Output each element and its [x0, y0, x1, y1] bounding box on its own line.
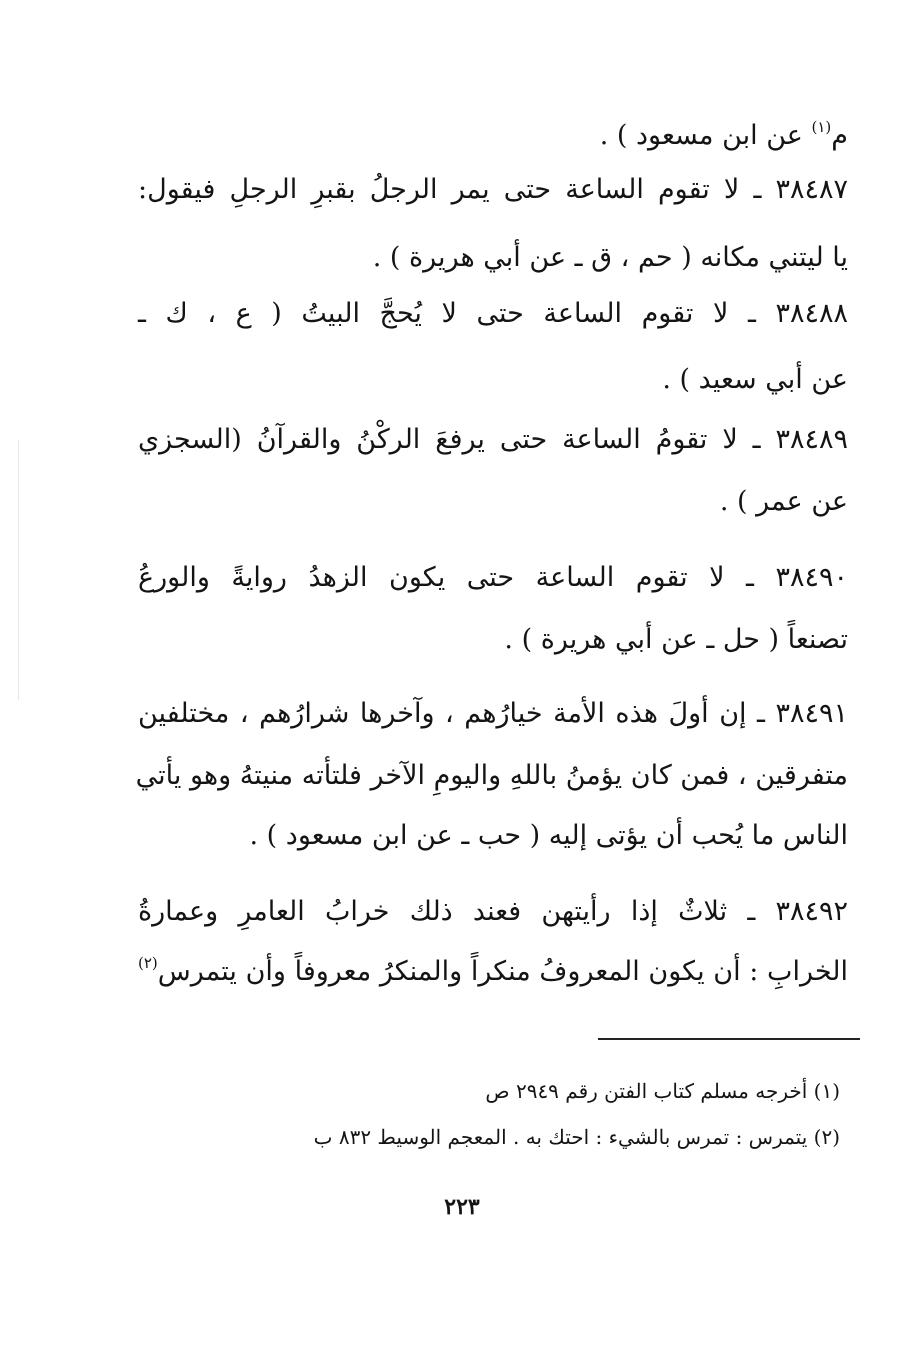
line-1-start: م: [831, 120, 848, 151]
hadith-38489-line-1: ٣٨٤٨٩ ـ لا تقومُ الساعة حتى يرفعَ الركْنُ والقرآنُ (السجزي: [138, 424, 848, 455]
hadith-38488-line-1: ٣٨٤٨٨ ـ لا تقوم الساعة حتى لا يُحجَّ البيتُ ( ع ، ك ـ: [138, 298, 848, 329]
hadith-38491-line-3: الناس ما يُحب أن يؤتى إليه ( حب ـ عن ابن مسعود ) .: [249, 820, 848, 851]
text-line-1: [138, 116, 848, 156]
footnote-2: (٢) يتمرس : تمرس بالشيء : احتك به . المعجم الوسيط ٨٣٢ ب: [313, 1125, 840, 1149]
hadith-38491-line-2: متفرقين ، فمن كان يؤمنُ باللهِ واليومِ الآخر فلتأته منيتهُ وهو يأتي: [135, 760, 848, 791]
hadith-38492-line-2-text: الخرابِ : أن يكون المعروفُ منكراً والمنكرُ معروفاً وأن يتمرس: [157, 956, 848, 987]
scan-margin-mark: [18, 440, 19, 700]
line-1-end: عن ابن مسعود ) .: [599, 120, 812, 151]
hadith-38490-line-2: تصنعاً ( حل ـ عن أبي هريرة ) .: [504, 624, 848, 655]
footnote-1: (١) أخرجه مسلم كتاب الفتن رقم ٢٩٤٩ ص: [485, 1079, 840, 1103]
footnote-ref-2: (٢): [138, 954, 158, 972]
hadith-38491-line-1: ٣٨٤٩١ ـ إن أولَ هذه الأمة خيارُهم ، وآخرها شرارُهم ، مختلفين: [138, 698, 848, 729]
footnote-ref-1: (١): [811, 118, 832, 136]
hadith-38492-line-1: ٣٨٤٩٢ ـ ثلاثٌ إذا رأيتهن فعند ذلك خرابُ العامرِ وعمارةُ: [138, 896, 848, 927]
hadith-38489-line-2: عن عمر ) .: [719, 486, 848, 517]
hadith-38490-line-1: ٣٨٤٩٠ ـ لا تقوم الساعة حتى يكون الزهدُ روايةً والورعُ: [138, 562, 848, 593]
hadith-38487-line-1: ٣٨٤٨٧ ـ لا تقوم الساعة حتى يمر الرجلُ بقبرِ الرجلِ فيقول:: [138, 174, 848, 205]
hadith-38492-line-2: [138, 952, 848, 992]
hadith-38487-line-2: يا ليتني مكانه ( حم ، ق ـ عن أبي هريرة ) .: [372, 242, 848, 273]
hadith-38488-line-2: عن أبي سعيد ) .: [662, 364, 848, 395]
footnote-separator: [598, 1038, 860, 1040]
page-number: ٢٢٣: [444, 1194, 480, 1220]
